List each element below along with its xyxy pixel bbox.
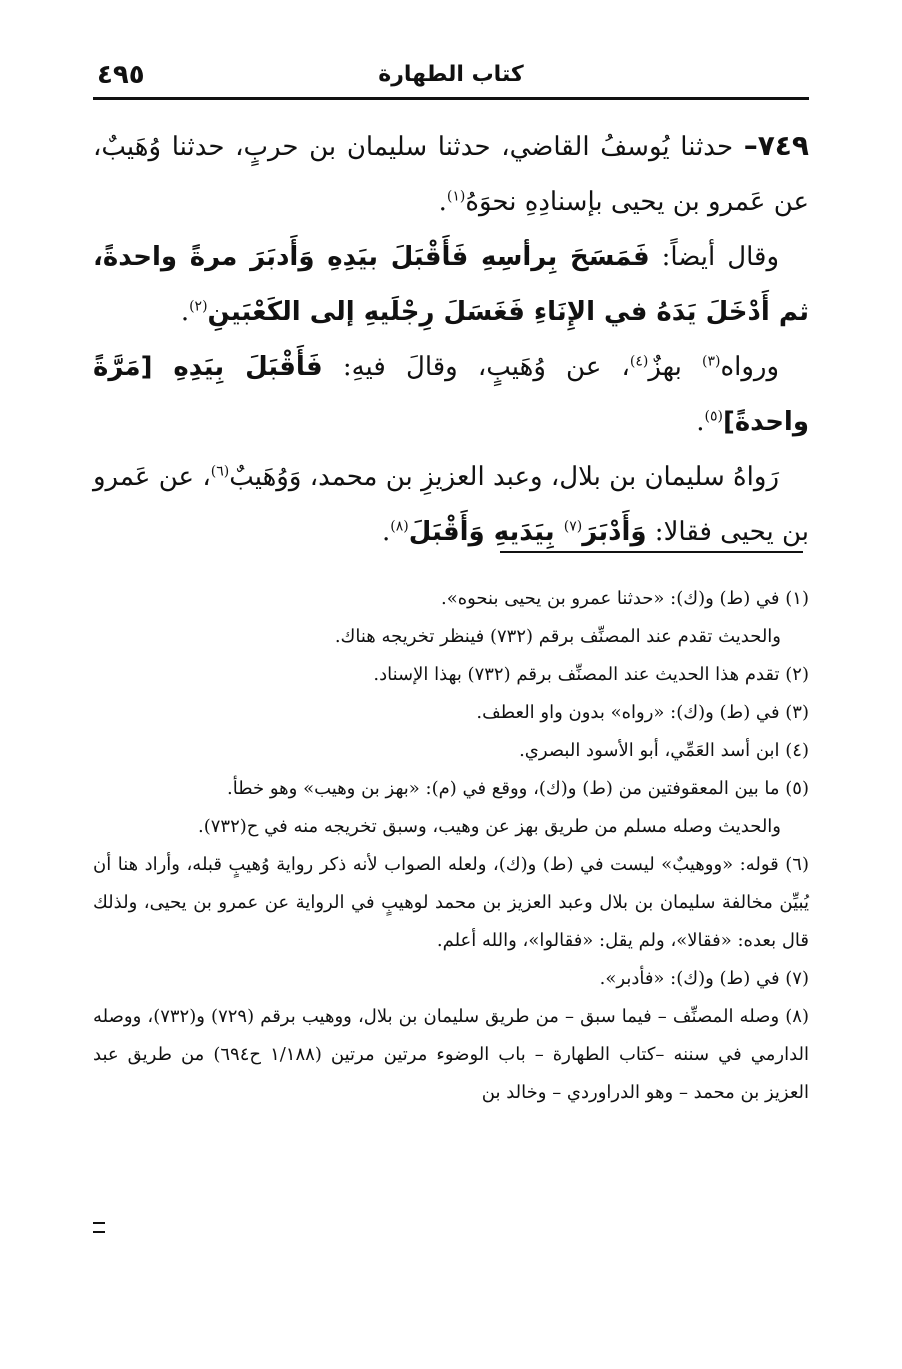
hadith-text: . [180,297,190,327]
hadith-paragraph-4 [93,450,809,560]
header-rule [93,97,809,100]
footnote: (٢) تقدم هذا الحديث عند المصنِّف برقم (٧٣٢) بهذا الإسناد. [373,664,809,685]
hadith-text: . [696,407,705,437]
page-header [93,60,809,94]
footnote-separator [500,551,803,553]
footnote-ref: (١) [446,188,466,205]
hadith-matn: وَأَدْبَرَ [582,517,647,547]
hadith-matn: بِيَدَيهِ وَأَقْبَلَ [408,517,564,547]
hadith-text: وقال أيضاً: [649,242,779,272]
page-number: ٤٩٥ [97,60,145,90]
footnote-ref: (٢) [189,298,208,315]
footnote: (٤) ابن أسد العَمِّي، أبو الأسود البصري. [519,740,809,761]
hadith-paragraph-1 [93,118,809,230]
footnote: (٧) في (ط) و(ك): «فأدبر». [599,968,809,989]
main-text [93,118,809,560]
footnote: (٦) قوله: «ووهيبٌ» ليست في (ط) و(ك)، ولعله الصواب لأنه ذكر رواية وُهيبٍ قبله، وأراد هنا أن يُبيِّن مخالفة سليمان بن بلال وعبد العزيز بن محمد لوهيبٍ في الرواية عن عمرو بن يحيى، ولذلك قال بعده: «فقالا»، ولم يقل: «فقالوا»، والله أعلم. [93,854,809,951]
footnotes [93,580,809,1112]
hadith-text: ورواه [720,352,780,382]
continuation-mark [93,1222,105,1233]
hadith-text: حدثنا يُوسفُ القاضي، حدثنا سليمان بن حربٍ، حدثنا وُهَيبٌ، عن عَمرو بن يحيى بإسنادِهِ نحوَهُ [93,132,809,217]
footnote: (٣) في (ط) و(ك): «رواه» بدون واو العطف. [476,702,809,723]
footnote-continuation: والحديث تقدم عند المصنِّف برقم (٧٣٢) فينظر تخريجه هناك. [334,626,781,647]
hadith-paragraph-2 [93,230,809,340]
hadith-text: . [382,517,391,547]
footnote: (١) في (ط) و(ك): «حدثنا عمرو بن يحيى بنحوه». [440,588,809,609]
hadith-matn: فَأَقْبَلَ بِيَدِهِ [مَرَّةً واحدةً] [93,352,809,437]
footnote-ref: (٣) [702,353,721,370]
hadith-text: ، عن وُهَيبٍ، وقالَ فيهِ: [322,352,630,382]
footnote-ref: (٤) [629,353,649,370]
hadith-text: بهزٌ [648,352,703,382]
hadith-text: ، عن عَمرو بن يحيى فقالا: [93,462,809,547]
hadith-text: . [438,187,447,217]
running-title: كتاب الطهارة [378,62,524,87]
footnote: (٨) وصله المصنِّف – فيما سبق – من طريق سليمان بن بلال، ووهيب برقم (٧٢٩) و(٧٣٢)، ووصله الدارمي في سننه –كتاب الطهارة – باب الوضوء مرتين مرتين (١/١٨٨ ح٦٩٤) من طريق عبد العزيز بن محمد – وهو الدراوردي – وخالد بن [93,1006,810,1103]
hadith-text: رَواهُ سليمان بن بلال، وعبد العزيزِ بن محمد، وَوُهَيبٌ [229,462,779,492]
hadith-paragraph-3 [93,340,809,450]
hadith-number: ٧٤٩– [743,129,809,162]
footnote-ref: (٧) [563,518,583,535]
footnote-ref: (٥) [704,408,723,425]
footnote-continuation: والحديث وصله مسلم من طريق بهز عن وهيب، وسبق تخريجه منه في ح(٧٣٢). [197,816,781,837]
footnote: (٥) ما بين المعقوفتين من (ط) و(ك)، ووقع في (م): «بهز بن وهيب» وهو خطأ. [227,778,809,799]
hadith-matn: فَمَسَحَ بِرأسِهِ فَأَقْبَلَ بيَدِهِ وَأَدبَرَ مرةً واحدةً، ثم أَدْخَلَ يَدَهُ في الإِنَاءِ فَغَسَلَ رِجْلَيهِ إلى الكَعْبَينِ [93,242,809,327]
footnote-ref: (٦) [210,463,230,480]
footnote-ref: (٨) [390,518,409,535]
